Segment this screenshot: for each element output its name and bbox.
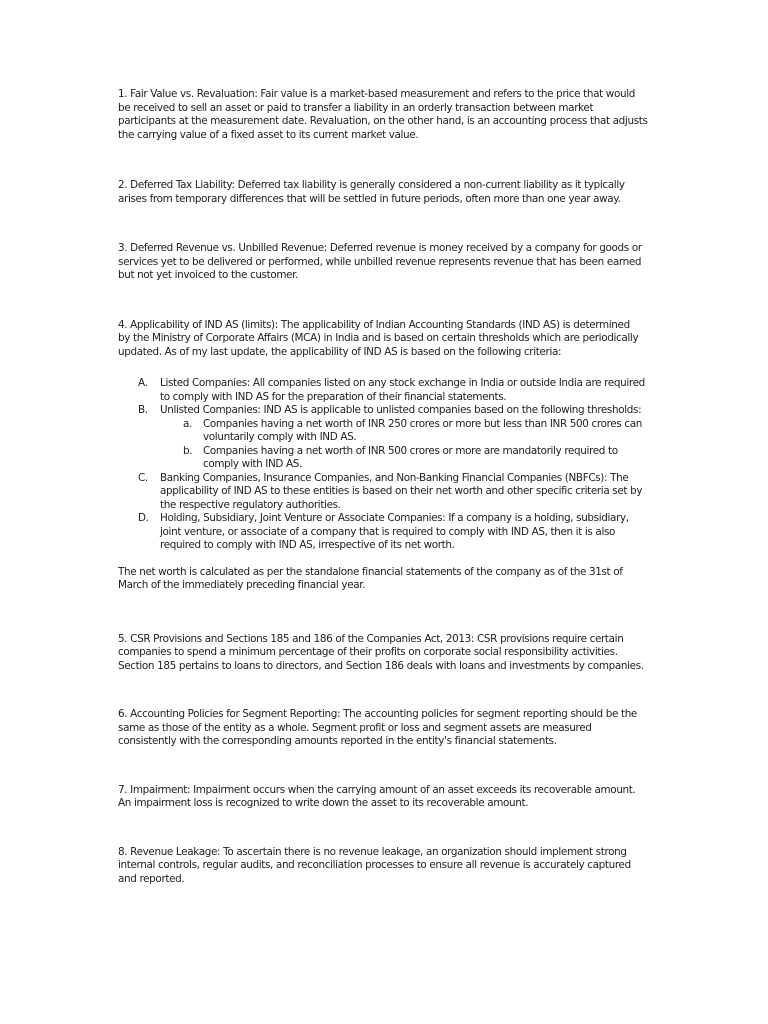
list-marker: a. [183,417,192,430]
list-marker: B. [138,404,148,416]
unlisted-thresholds-list [160,418,658,472]
list-marker: b. [183,444,193,457]
list-marker: A. [138,377,148,389]
criteria-item-listed-companies [118,377,658,404]
list-marker: C. [138,471,148,484]
paragraph-deferred-tax-liability: 2. Deferred Tax Liability: Deferred tax liability is generally considered a non-current liability as it typically arises from temporary differences that will be settled in future periods, often more than one year away. [118,179,625,205]
threshold-text: Companies having a net worth of INR 500 crores or more are mandatorily required to comply with IND AS. [203,444,618,470]
paragraph-fair-value-vs-revaluation: 1. Fair Value vs. Revaluation: Fair value is a market-based measurement and refers to the price that would be received to sell an asset or paid to transfer a liability in an orderly transaction between market participants at the measurement date. Revaluation, on the other hand, is an accounting process that adjusts the carrying value of a fixed asset to its current market value. [118,88,648,141]
document-page [118,88,658,886]
criteria-item-unlisted-companies [118,404,658,472]
paragraph-impairment: 7. Impairment: Impairment occurs when the carrying amount of an asset exceeds its recoverable amount. An impairment loss is recognized to write down the asset to its recoverable amount. [118,783,636,809]
list-marker: D. [138,512,149,524]
ind-as-criteria-list [118,377,658,553]
paragraph-net-worth-note: The net worth is calculated as per the standalone financial statements of the company as of the 31st of March of the immediately preceding financial year. [118,565,623,591]
criteria-text: Holding, Subsidiary, Joint Venture or Associate Companies: If a company is a holding, subsidiary, joint venture, or associate of a company that is required to comply with IND AS, then it is also required to comply with IND AS, irrespective of its net worth. [160,512,629,551]
threshold-text: Companies having a net worth of INR 250 crores or more but less than INR 500 crores can voluntarily comply with IND AS. [203,417,642,443]
criteria-item-banking-nbfc [118,472,658,513]
paragraph-csr-provisions: 5. CSR Provisions and Sections 185 and 186 of the Companies Act, 2013: CSR provisions require certain companies to spend a minimum percentage of their profits on corporate social responsibility activities. Section 185 pertains to loans to directors, and Section 186 deals with loans and investments by companies. [118,632,644,672]
paragraph-segment-reporting: 6. Accounting Policies for Segment Reporting: The accounting policies for segment reporting should be the same as those of the entity as a whole. Segment profit or loss and segment assets are measured consistently with the corresponding amounts reported in the entity's financial statements. [118,708,637,747]
criteria-text: Listed Companies: All companies listed on any stock exchange in India or outside India are required to comply with IND AS for the preparation of their financial statements. [160,377,645,403]
criteria-text: Banking Companies, Insurance Companies, and Non-Banking Financial Companies (NBFCs): The applicability of IND AS to these entities is based on their net worth and other specific criteria set by the respective regulatory authorities. [160,471,643,511]
criteria-item-holding-subsidiary [118,512,658,553]
paragraph-ind-as-applicability: 4. Applicability of IND AS (limits): The applicability of Indian Accounting Standards (IND AS) is determined by the Ministry of Corporate Affairs (MCA) in India and is based on certain thresholds which are periodically updated. As of my last update, the applicability of IND AS is based on the following criteria: [118,318,639,358]
threshold-item-mandatory [160,445,658,472]
paragraph-revenue-leakage: 8. Revenue Leakage: To ascertain there is no revenue leakage, an organization should implement strong internal controls, regular audits, and reconciliation processes to ensure all revenue is accurately captured and reported. [118,845,631,885]
criteria-text: Unlisted Companies: IND AS is applicable to unlisted companies based on the following thresholds: [160,404,642,416]
threshold-item-voluntary [160,418,658,445]
paragraph-deferred-vs-unbilled-revenue: 3. Deferred Revenue vs. Unbilled Revenue: Deferred revenue is money received by a company for goods or services yet to be delivered or performed, while unbilled revenue represents revenue that has been earned but not yet invoiced to the customer. [118,242,642,281]
